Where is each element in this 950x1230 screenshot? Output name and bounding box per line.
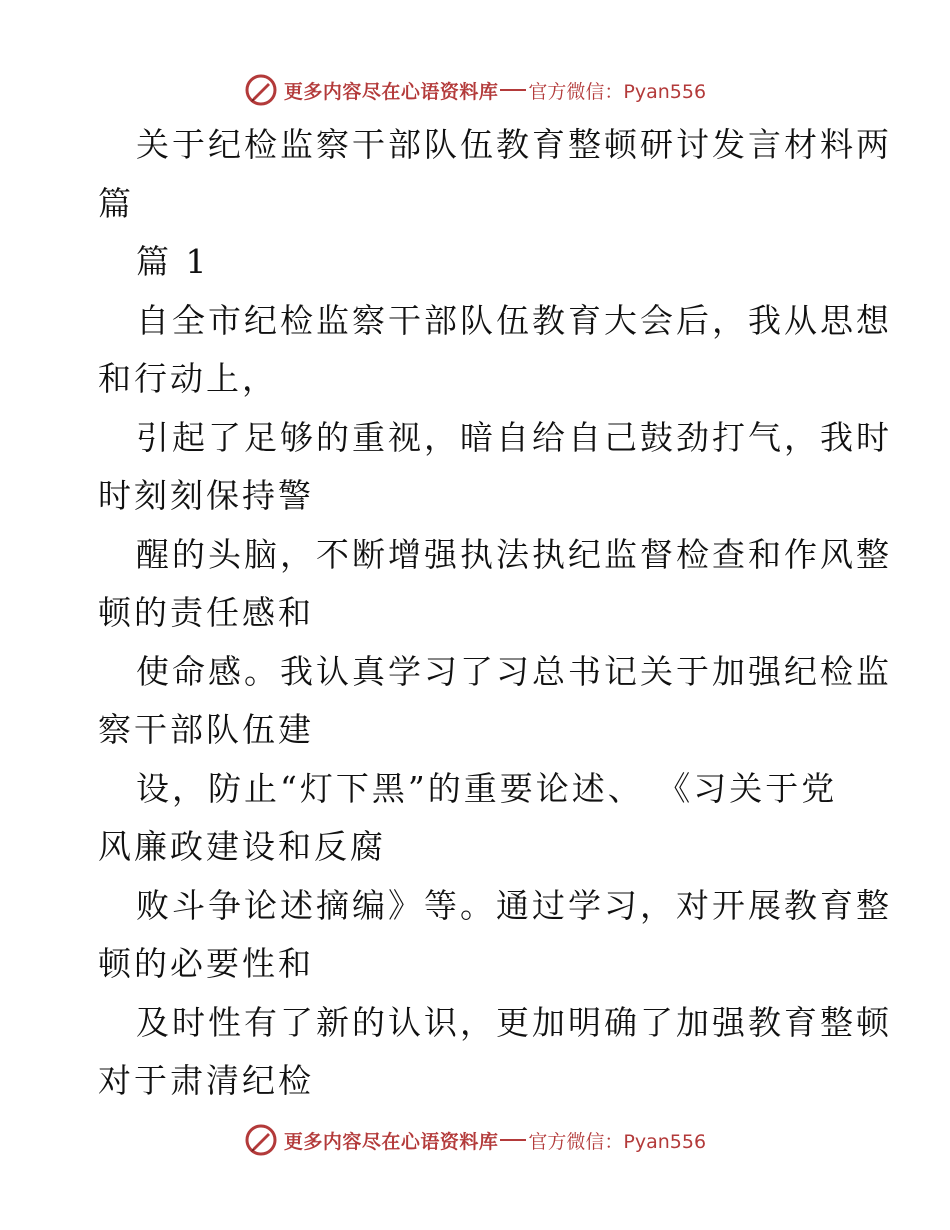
text-line: 风廉政建设和反腐 [98,827,386,866]
text-line: 自全市纪检监察干部队伍教育大会后，我从思想 [136,300,892,340]
text-line: 引起了足够的重视，暗自给自己鼓劲打气，我时 [136,417,892,457]
pen-in-circle-icon [244,1123,278,1157]
header-banner [0,70,950,110]
text-line: 醒的头脑，不断增强执法执纪监督检查和作风整 [136,534,892,574]
pen-in-circle-icon [244,73,278,107]
text-line: 败斗争论述摘编》等。通过学习，对开展教育整 [136,885,892,925]
banner-separator [500,89,526,91]
text-line: 时刻刻保持警 [98,476,314,515]
text-line: 使命感。我认真学习了习总书记关于加强纪检监 [136,651,892,691]
banner-text: 更多内容尽在心语资料库 [283,1130,499,1153]
text-line: 篇 [98,183,134,223]
banner-wechat: 官方微信：Pyan556 [528,1130,707,1153]
banner-text: 更多内容尽在心语资料库 [283,80,499,103]
text-line: 篇 1 [136,242,210,281]
document-body [98,116,892,1111]
text-line: 对于肃清纪检 [98,1061,314,1100]
footer-banner [0,1120,950,1160]
text-line: 设，防止“灯下黑”的重要论述、 《习关于党 [136,768,838,808]
text-line: 顿的责任感和 [98,593,314,632]
banner-separator [500,1139,526,1141]
text-line: 及时性有了新的认识，更加明确了加强教育整顿 [136,1002,892,1042]
banner-wechat: 官方微信：Pyan556 [528,80,707,103]
text-line: 关于纪检监察干部队伍教育整顿研讨发言材料两 [136,125,892,164]
text-line: 和行动上， [98,359,278,398]
text-line: 察干部队伍建 [98,710,314,749]
text-line: 顿的必要性和 [98,944,314,983]
